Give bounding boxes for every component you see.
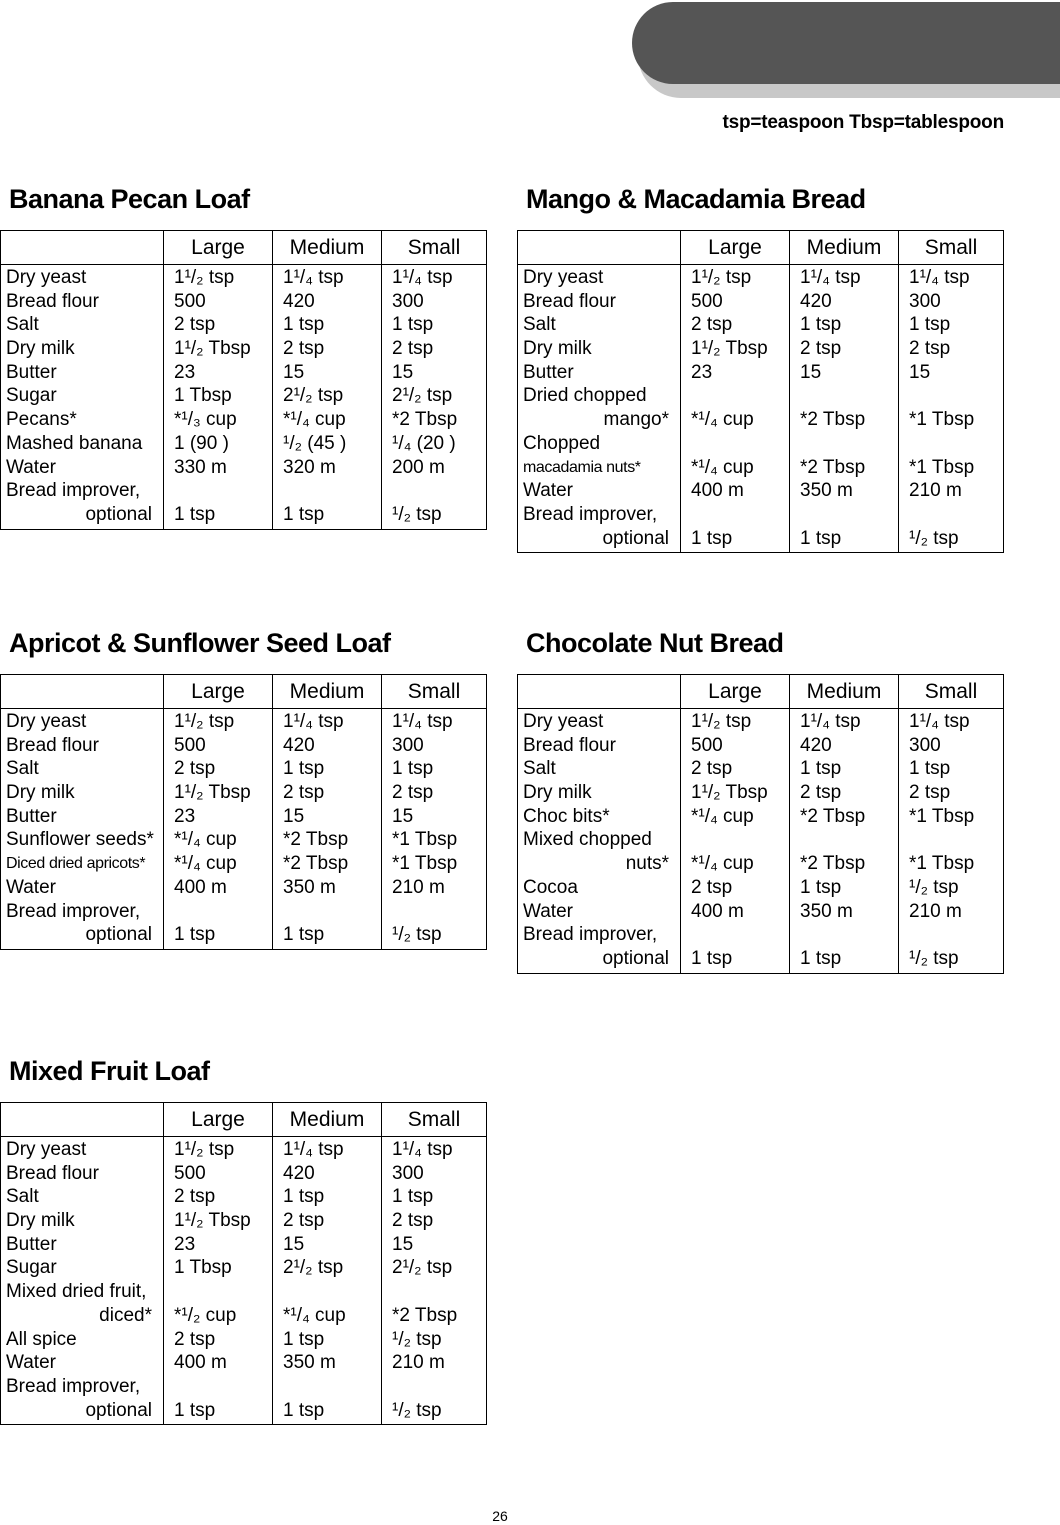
amount: 1¹/₂ tsp xyxy=(174,711,235,732)
amount: 1¹/₄ tsp xyxy=(392,711,453,732)
amount: 300 xyxy=(392,290,424,312)
ingredient: Sunflower seeds* xyxy=(6,829,154,851)
amount: 210 m xyxy=(392,876,445,898)
amount: 1¹/₂ Tbsp xyxy=(174,1210,251,1232)
col-header-small: Small xyxy=(382,675,487,709)
amount: 2¹/₂ tsp xyxy=(283,1257,344,1279)
amount: ¹/₂ tsp xyxy=(909,527,959,549)
header-tab xyxy=(632,2,1060,84)
recipe-title: Banana Pecan Loaf xyxy=(9,184,250,214)
amount: 2 tsp xyxy=(174,314,216,336)
col-header-large: Large xyxy=(681,675,790,709)
amount: 300 xyxy=(392,1162,424,1184)
amount: 210 m xyxy=(909,480,962,502)
amount: *1 Tbsp xyxy=(909,409,975,431)
large-column xyxy=(681,265,790,553)
amount: 1¹/₄ tsp xyxy=(392,267,453,288)
ingredient: Salt xyxy=(6,314,39,336)
amount: 350 m xyxy=(283,1352,336,1374)
amount: 2¹/₂ tsp xyxy=(392,385,453,407)
amount: 1¹/₂ tsp xyxy=(174,1139,235,1160)
amount: *2 Tbsp xyxy=(800,456,866,478)
recipe-title: Mango & Macadamia Bread xyxy=(526,184,866,214)
amount: 400 m xyxy=(691,480,744,502)
amount: 1¹/₂ Tbsp xyxy=(174,782,251,804)
recipe-table xyxy=(0,230,487,530)
recipe-chocolate-nut-bread xyxy=(517,628,1004,974)
amount: 1 tsp xyxy=(283,1328,325,1350)
col-header-medium: Medium xyxy=(273,231,382,265)
amount: 1 tsp xyxy=(174,924,216,946)
amount: 15 xyxy=(283,805,305,827)
ingredient: Bread improver, xyxy=(523,503,658,525)
small-column xyxy=(382,1137,487,1425)
amount xyxy=(392,479,481,503)
amount xyxy=(909,503,998,527)
recipe-table xyxy=(517,230,1004,553)
amount: *2 Tbsp xyxy=(283,853,349,875)
amount: ¹/₂ tsp xyxy=(392,503,442,525)
ingredient: optional xyxy=(602,947,669,969)
col-header-large: Large xyxy=(164,1103,273,1137)
amount xyxy=(691,503,784,527)
amount xyxy=(283,1375,376,1399)
amount: 420 xyxy=(800,734,832,756)
ingredient: nuts* xyxy=(625,853,669,875)
ingredient: Mixed chopped xyxy=(523,829,652,851)
amount: 1¹/₂ tsp xyxy=(174,267,235,288)
ingredient: Dry milk xyxy=(6,338,75,360)
amount: *¹/₄ cup xyxy=(283,409,346,431)
amount: *2 Tbsp xyxy=(283,829,349,851)
ingredient: Water xyxy=(523,900,573,922)
ingredient: Dry yeast xyxy=(6,711,87,732)
amount: 420 xyxy=(283,290,315,312)
amount: 350 m xyxy=(283,876,336,898)
amount: 1 tsp xyxy=(283,1186,325,1208)
ingredient: Dry milk xyxy=(523,338,592,360)
amount xyxy=(283,900,376,924)
amount: *¹/₄ cup xyxy=(691,409,754,431)
recipe-mixed-fruit-loaf xyxy=(0,1056,487,1425)
amount: 2 tsp xyxy=(283,338,325,360)
amount: 1¹/₄ tsp xyxy=(283,1139,344,1160)
ingredient: macadamia nuts* xyxy=(523,458,641,476)
amount: 300 xyxy=(909,734,941,756)
amount xyxy=(283,479,376,503)
amount: 2 tsp xyxy=(392,338,434,360)
medium-column xyxy=(273,265,382,530)
abbreviation-legend: tsp=teaspoon Tbsp=tablespoon xyxy=(722,112,1004,133)
amount: 1 tsp xyxy=(283,1399,325,1421)
amount: 2 tsp xyxy=(691,314,733,336)
amount: 2 tsp xyxy=(283,782,325,804)
amount: ¹/₂ tsp xyxy=(909,947,959,969)
ingredient: Water xyxy=(6,456,56,478)
amount: 500 xyxy=(174,1162,206,1184)
ingredient: Butter xyxy=(6,1233,57,1255)
amount: 1¹/₄ tsp xyxy=(800,267,861,288)
amount: 200 m xyxy=(392,456,445,478)
ingredient: Dry yeast xyxy=(6,1139,87,1160)
amount: ¹/₄ (20 ) xyxy=(392,432,456,454)
amount xyxy=(800,432,893,456)
amount: 1¹/₂ Tbsp xyxy=(691,782,768,804)
amount: 1 tsp xyxy=(392,314,434,336)
amount: 23 xyxy=(174,361,196,383)
amount: 500 xyxy=(691,290,723,312)
large-column xyxy=(164,709,273,950)
amount xyxy=(174,479,267,503)
amount: 1 tsp xyxy=(691,527,733,549)
amount: 210 m xyxy=(909,900,962,922)
ingredient: Dry yeast xyxy=(6,267,87,288)
ingredient: optional xyxy=(85,503,152,525)
amount: 1¹/₄ tsp xyxy=(800,711,861,732)
ingredient-column xyxy=(518,709,681,974)
amount xyxy=(909,384,998,408)
ingredient: Dried chopped xyxy=(523,385,647,407)
ingredient: Mashed banana xyxy=(6,432,143,454)
amount: 400 m xyxy=(691,900,744,922)
ingredient: Bread improver, xyxy=(523,924,658,946)
amount: 1 tsp xyxy=(800,527,842,549)
ingredient: Dry yeast xyxy=(523,711,604,732)
amount: 15 xyxy=(800,361,822,383)
recipe-mango-macadamia-bread xyxy=(517,184,1004,553)
amount: 1 tsp xyxy=(283,314,325,336)
amount: *¹/₃ cup xyxy=(174,409,237,431)
amount xyxy=(909,432,998,456)
amount: 23 xyxy=(691,361,713,383)
amount: 500 xyxy=(174,734,206,756)
amount: 1 tsp xyxy=(691,947,733,969)
amount: 420 xyxy=(283,734,315,756)
amount xyxy=(392,1280,481,1304)
ingredient: Chopped xyxy=(523,432,601,454)
amount xyxy=(691,828,784,852)
amount: 210 m xyxy=(392,1352,445,1374)
col-header-medium: Medium xyxy=(273,675,382,709)
medium-column xyxy=(790,709,899,974)
ingredient-column xyxy=(1,709,164,950)
amount: 15 xyxy=(392,361,414,383)
amount: 350 m xyxy=(800,900,853,922)
amount: 1 Tbsp xyxy=(174,385,232,407)
amount: 2 tsp xyxy=(691,876,733,898)
ingredient: diced* xyxy=(99,1304,152,1326)
amount: 1 tsp xyxy=(283,924,325,946)
amount: 1 tsp xyxy=(174,1399,216,1421)
small-column xyxy=(382,709,487,950)
ingredient: Bread flour xyxy=(6,734,99,756)
ingredient: Cocoa xyxy=(523,876,578,898)
medium-column xyxy=(273,1137,382,1425)
amount: 2 tsp xyxy=(174,1328,216,1350)
amount xyxy=(174,1280,267,1304)
ingredient: Water xyxy=(6,1352,56,1374)
amount xyxy=(691,432,784,456)
small-column xyxy=(382,265,487,530)
amount xyxy=(691,384,784,408)
amount: ¹/₂ tsp xyxy=(909,876,959,898)
amount: 2¹/₂ tsp xyxy=(392,1257,453,1279)
amount: 350 m xyxy=(800,480,853,502)
amount: 2 tsp xyxy=(691,758,733,780)
amount: 1 tsp xyxy=(283,758,325,780)
amount: *¹/₄ cup xyxy=(691,456,754,478)
amount: 1¹/₂ tsp xyxy=(691,711,752,732)
amount: *1 Tbsp xyxy=(909,805,975,827)
amount: 2 tsp xyxy=(392,782,434,804)
amount: 320 m xyxy=(283,456,336,478)
amount xyxy=(800,503,893,527)
amount: 1¹/₂ tsp xyxy=(691,267,752,288)
col-header-ingredient xyxy=(518,231,681,265)
ingredient: optional xyxy=(602,527,669,549)
amount: 1 tsp xyxy=(392,758,434,780)
amount: 1 tsp xyxy=(800,758,842,780)
amount: 1 tsp xyxy=(909,758,951,780)
ingredient: Dry yeast xyxy=(523,267,604,288)
amount: 1 tsp xyxy=(909,314,951,336)
col-header-small: Small xyxy=(899,675,1004,709)
large-column xyxy=(681,709,790,974)
ingredient-column xyxy=(518,265,681,553)
ingredient: Butter xyxy=(6,805,57,827)
amount: *¹/₄ cup xyxy=(174,853,237,875)
amount: *1 Tbsp xyxy=(909,456,975,478)
amount: 23 xyxy=(174,1233,196,1255)
recipe-title: Mixed Fruit Loaf xyxy=(9,1056,210,1086)
amount: 1¹/₄ tsp xyxy=(392,1139,453,1160)
amount: *1 Tbsp xyxy=(392,853,458,875)
amount: 2 tsp xyxy=(174,1186,216,1208)
amount: 1 tsp xyxy=(800,314,842,336)
amount xyxy=(800,384,893,408)
amount: 15 xyxy=(283,1233,305,1255)
ingredient: Bread improver, xyxy=(6,1375,141,1397)
amount: 2 tsp xyxy=(909,338,951,360)
col-header-medium: Medium xyxy=(790,231,899,265)
amount xyxy=(909,923,998,947)
ingredient: Salt xyxy=(6,758,39,780)
col-header-large: Large xyxy=(164,231,273,265)
amount: 300 xyxy=(392,734,424,756)
amount: 300 xyxy=(909,290,941,312)
col-header-large: Large xyxy=(164,675,273,709)
amount: 2 tsp xyxy=(392,1210,434,1232)
col-header-small: Small xyxy=(382,231,487,265)
small-column xyxy=(899,265,1004,553)
ingredient: Dry milk xyxy=(523,782,592,804)
amount: 420 xyxy=(283,1162,315,1184)
ingredient-column xyxy=(1,265,164,530)
amount: *2 Tbsp xyxy=(800,805,866,827)
amount xyxy=(392,900,481,924)
ingredient: Butter xyxy=(6,361,57,383)
amount xyxy=(174,1375,267,1399)
amount: ¹/₂ tsp xyxy=(392,924,442,946)
amount: 15 xyxy=(392,805,414,827)
amount: 1¹/₄ tsp xyxy=(909,711,970,732)
ingredient: Bread flour xyxy=(6,1162,99,1184)
ingredient: Butter xyxy=(523,361,574,383)
amount: 1¹/₂ Tbsp xyxy=(174,338,251,360)
amount: *2 Tbsp xyxy=(392,1304,458,1326)
ingredient: Dry milk xyxy=(6,782,75,804)
recipe-table xyxy=(517,674,1004,974)
col-header-medium: Medium xyxy=(790,675,899,709)
amount: 330 m xyxy=(174,456,227,478)
amount: *¹/₂ cup xyxy=(174,1304,237,1326)
recipe-title: Chocolate Nut Bread xyxy=(526,628,784,658)
amount: 2 tsp xyxy=(800,338,842,360)
amount: ¹/₂ (45 ) xyxy=(283,432,347,454)
ingredient: Sugar xyxy=(6,1257,57,1279)
col-header-medium: Medium xyxy=(273,1103,382,1137)
recipe-banana-pecan-loaf xyxy=(0,184,487,530)
amount: *¹/₄ cup xyxy=(691,805,754,827)
amount: 500 xyxy=(174,290,206,312)
amount: *1 Tbsp xyxy=(909,853,975,875)
ingredient: Bread flour xyxy=(523,734,616,756)
amount xyxy=(909,828,998,852)
col-header-small: Small xyxy=(899,231,1004,265)
ingredient: Bread flour xyxy=(6,290,99,312)
amount: 1 (90 ) xyxy=(174,432,229,454)
ingredient: Bread improver, xyxy=(6,480,141,502)
amount: 400 m xyxy=(174,1352,227,1374)
large-column xyxy=(164,1137,273,1425)
amount: 2 tsp xyxy=(283,1210,325,1232)
ingredient: Salt xyxy=(523,314,556,336)
recipe-title: Apricot & Sunflower Seed Loaf xyxy=(9,628,391,658)
amount xyxy=(392,1375,481,1399)
col-header-ingredient xyxy=(1,231,164,265)
amount xyxy=(174,900,267,924)
amount: 1 tsp xyxy=(392,1186,434,1208)
amount: 1 tsp xyxy=(174,503,216,525)
ingredient: Choc bits* xyxy=(523,805,610,827)
ingredient: optional xyxy=(85,924,152,946)
amount xyxy=(691,923,784,947)
ingredient: Bread improver, xyxy=(6,900,141,922)
amount xyxy=(283,1280,376,1304)
amount: 15 xyxy=(283,361,305,383)
amount: ¹/₂ tsp xyxy=(392,1399,442,1421)
small-column xyxy=(899,709,1004,974)
col-header-small: Small xyxy=(382,1103,487,1137)
amount: 1¹/₂ Tbsp xyxy=(691,338,768,360)
amount: *2 Tbsp xyxy=(392,409,458,431)
ingredient: All spice xyxy=(6,1328,77,1350)
col-header-ingredient xyxy=(1,1103,164,1137)
amount: 1¹/₄ tsp xyxy=(909,267,970,288)
amount: 1¹/₄ tsp xyxy=(283,711,344,732)
ingredient: optional xyxy=(85,1399,152,1421)
amount xyxy=(800,828,893,852)
amount: 2 tsp xyxy=(174,758,216,780)
amount: *1 Tbsp xyxy=(392,829,458,851)
amount: 23 xyxy=(174,805,196,827)
large-column xyxy=(164,265,273,530)
amount: 500 xyxy=(691,734,723,756)
amount: 1 Tbsp xyxy=(174,1257,232,1279)
ingredient: Salt xyxy=(6,1186,39,1208)
amount: *¹/₄ cup xyxy=(691,853,754,875)
ingredient-column xyxy=(1,1137,164,1425)
ingredient: Bread flour xyxy=(523,290,616,312)
col-header-large: Large xyxy=(681,231,790,265)
amount: 2 tsp xyxy=(800,782,842,804)
ingredient: Salt xyxy=(523,758,556,780)
ingredient: Mixed dried fruit, xyxy=(6,1281,147,1303)
amount: 1 tsp xyxy=(800,947,842,969)
ingredient: Sugar xyxy=(6,385,57,407)
col-header-ingredient xyxy=(518,675,681,709)
ingredient: Diced dried apricots* xyxy=(6,855,146,873)
ingredient: Water xyxy=(6,876,56,898)
amount: *¹/₄ cup xyxy=(174,829,237,851)
amount: *2 Tbsp xyxy=(800,853,866,875)
amount: 15 xyxy=(909,361,931,383)
amount: 1 tsp xyxy=(800,876,842,898)
amount: 2 tsp xyxy=(909,782,951,804)
amount: 1 tsp xyxy=(283,503,325,525)
amount: 400 m xyxy=(174,876,227,898)
amount: 1¹/₄ tsp xyxy=(283,267,344,288)
amount: 2¹/₂ tsp xyxy=(283,385,344,407)
amount: 420 xyxy=(800,290,832,312)
ingredient: Water xyxy=(523,480,573,502)
amount: 15 xyxy=(392,1233,414,1255)
amount: *¹/₄ cup xyxy=(283,1304,346,1326)
amount: ¹/₂ tsp xyxy=(392,1328,442,1350)
ingredient: Pecans* xyxy=(6,409,77,431)
recipe-table xyxy=(0,674,487,950)
medium-column xyxy=(790,265,899,553)
amount: *2 Tbsp xyxy=(800,409,866,431)
ingredient: mango* xyxy=(603,409,669,431)
recipe-table xyxy=(0,1102,487,1425)
ingredient: Dry milk xyxy=(6,1210,75,1232)
medium-column xyxy=(273,709,382,950)
amount xyxy=(800,923,893,947)
recipe-apricot-sunflower-seed-loaf xyxy=(0,628,487,950)
page-number: 26 xyxy=(492,1508,508,1524)
col-header-ingredient xyxy=(1,675,164,709)
